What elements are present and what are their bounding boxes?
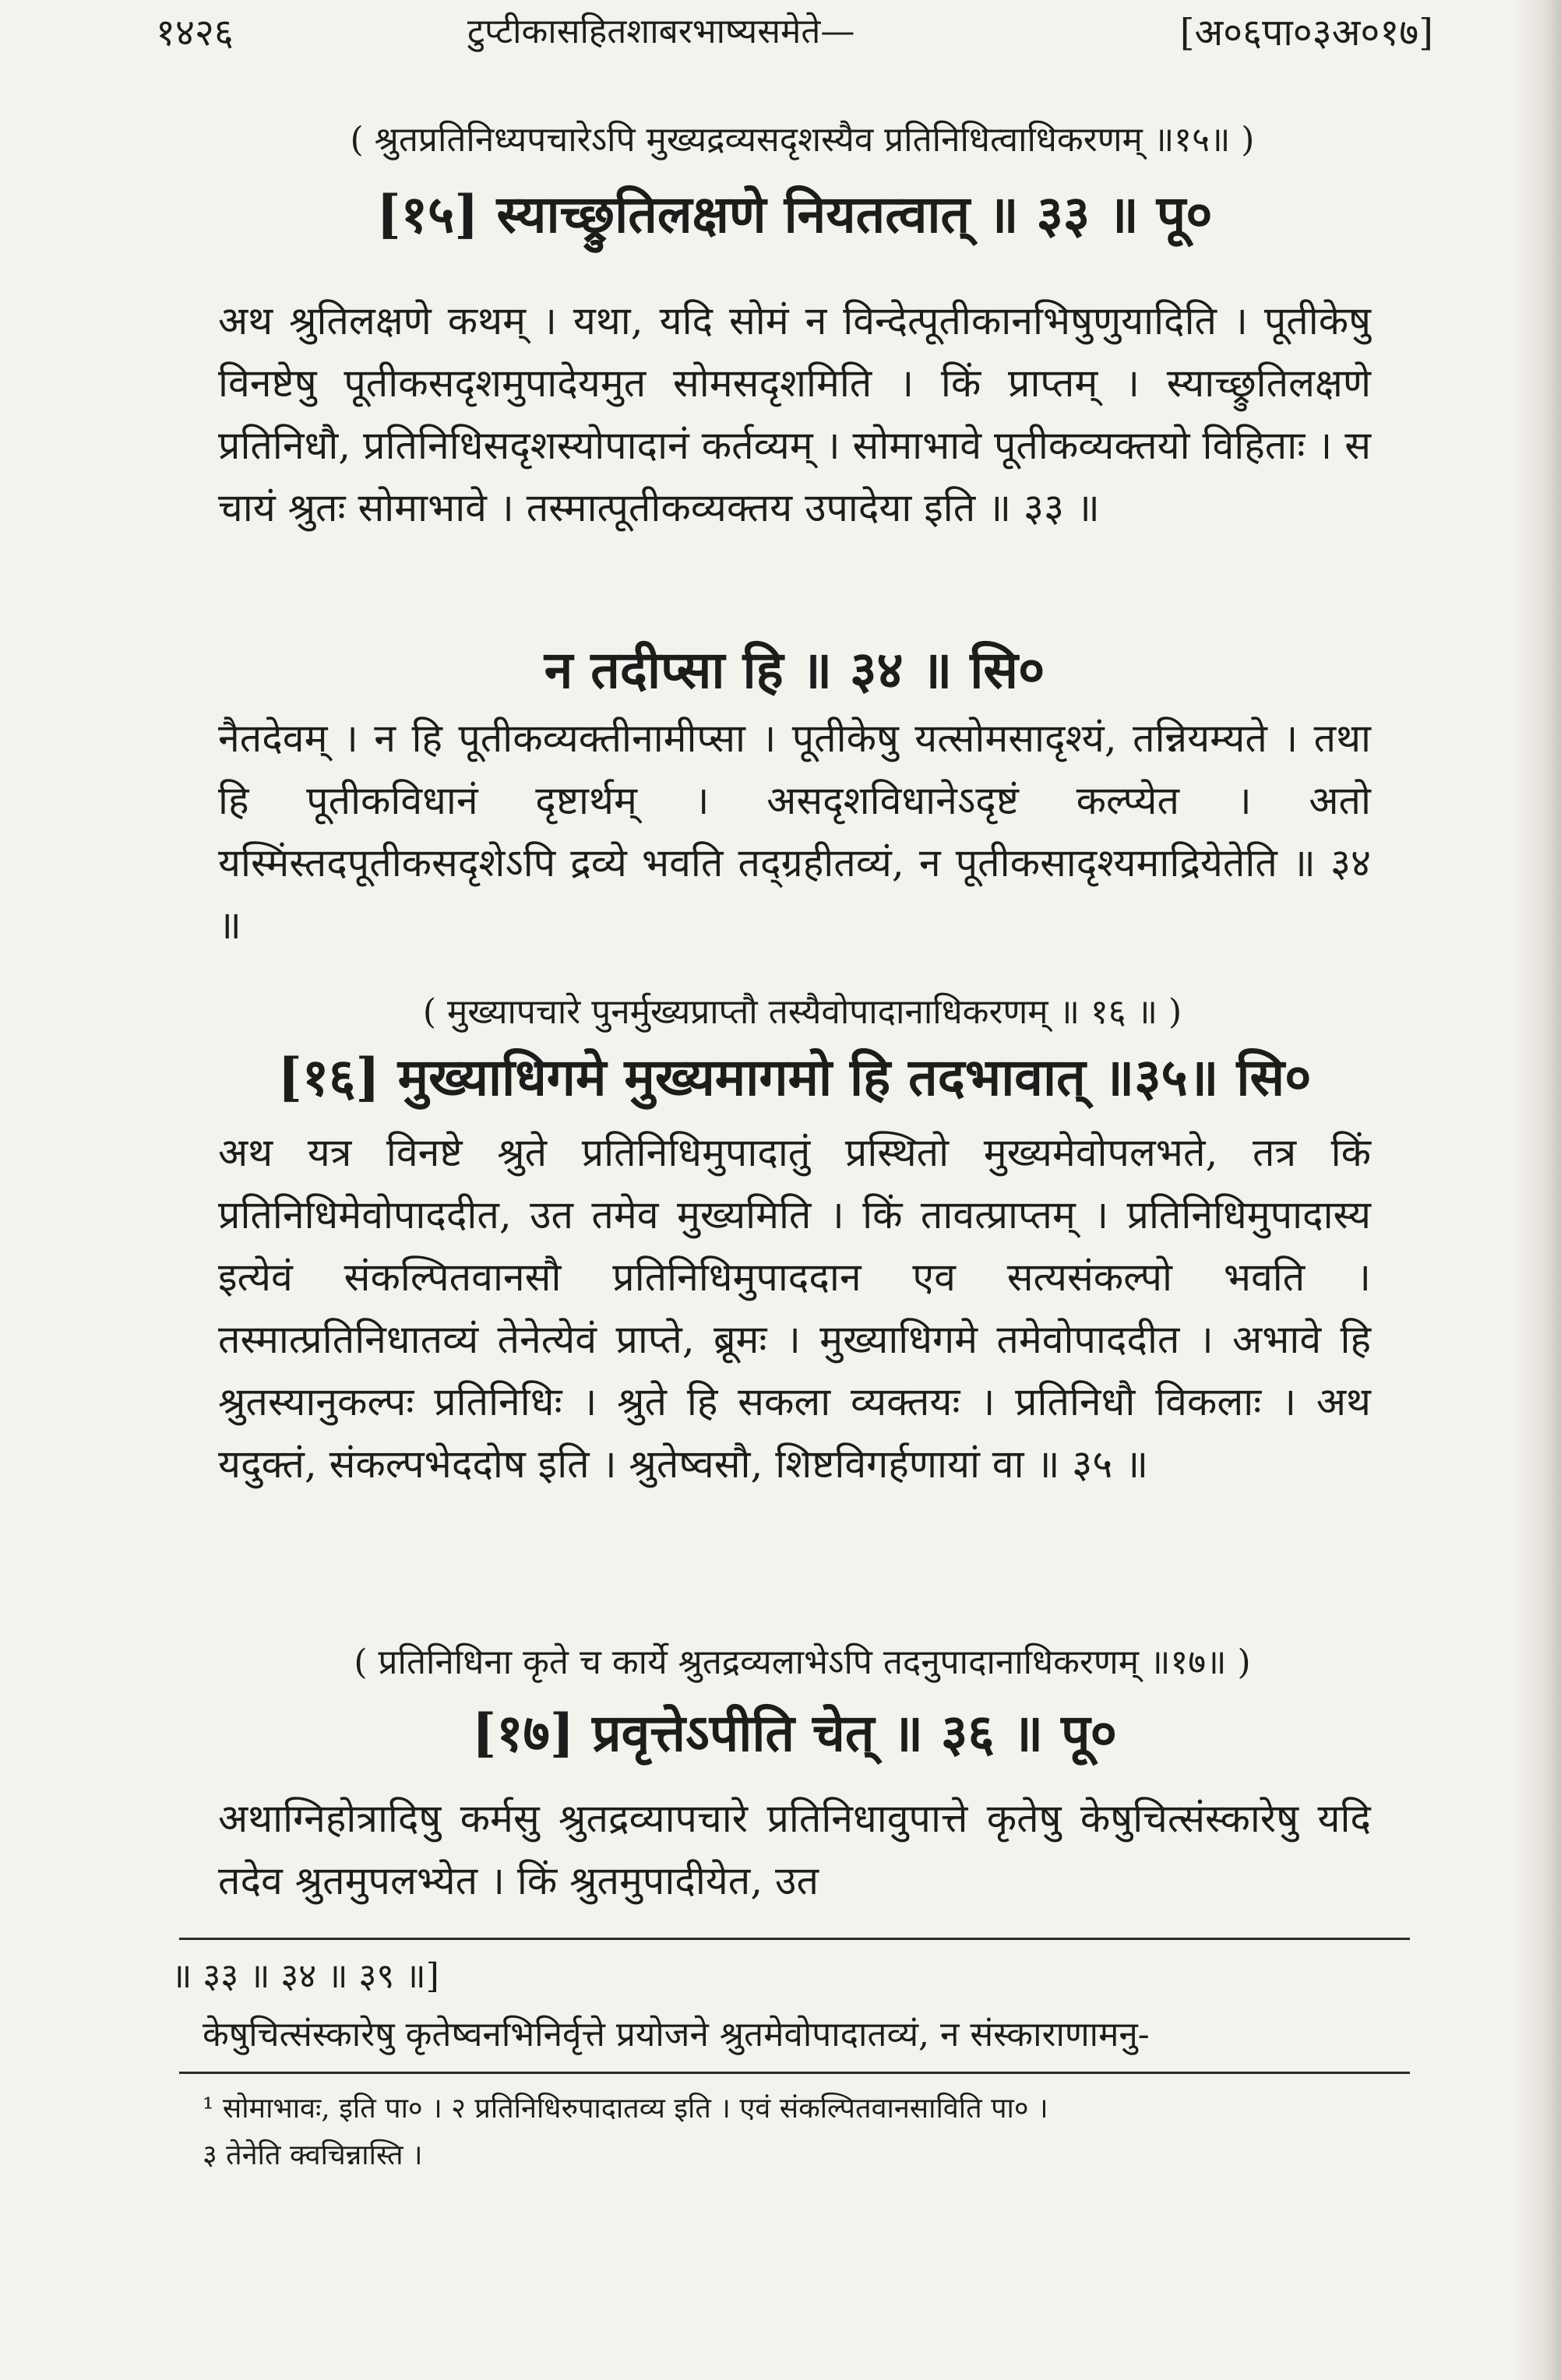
running-title: टुप्टीकासहितशाबरभाष्यसमेते— [467, 12, 855, 51]
footnote-line: ¹ सोमाभावः, इति पा० । २ प्रतिनिधिरुपादातव्य इति । एवं संकल्पितवानसाविति पा० । [203, 2093, 1048, 2125]
adhikarana-heading: ( प्रतिनिधिना कृते च कार्ये श्रुतद्रव्यलाभेऽपि तदनुपादानाधिकरणम् ॥१७॥ ) [354, 1642, 1251, 1682]
bhashya-paragraph: नैतदेवम् । न हि पूतीकव्यक्तीनामीप्सा । पूतीकेषु यत्सोमसादृश्यं, तन्नियम्यते । तथा हि पूतीकविधानं दृष्टार्थम् । असदृशविधानेऽदृष्टं कल्प्येत । अतो यस्मिंस्तदपूतीकसदृशेऽपि द्रव्ये भवति तद्ग्रहीतव्यं, न पूतीकसादृश्यमाद्रियेतेति ॥ ३४ ॥ [218, 716, 1371, 948]
sutra-heading: [१७] प्रवृत्तेऽपीति चेत् ॥ ३६ ॥ पू० [472, 1702, 1117, 1763]
continuation-text: केषुचित्संस्कारेषु कृतेष्वनभिनिर्वृत्ते प्रयोजने श्रुतमेवोपादातव्यं, न संस्काराणामनु- [203, 2015, 1150, 2054]
scan-edge-shadow [1514, 0, 1561, 2380]
sutra-heading: न तदीप्सा हि ॥ ३४ ॥ सि० [544, 639, 1045, 700]
chapter-reference: [अ०६पा०३अ०१७] [1179, 11, 1433, 55]
footnote-line: ३ तेनेति क्वचिन्नास्ति । [203, 2139, 423, 2171]
separator-rule [179, 1938, 1410, 1940]
sutra-heading: [१५] स्याच्छ्रुतिलक्षणे नियतत्वात् ॥ ३३ ॥ पू० [376, 184, 1213, 245]
sutra-heading: [१६] मुख्याधिगमे मुख्यमागमो हि तदभावात् ॥३५॥ सि० [277, 1047, 1312, 1107]
page-header [156, 6, 1433, 69]
adhikarana-heading: ( मुख्यापचारे पुनर्मुख्यप्राप्तौ तस्यैवोपादानाधिकरणम् ॥ १६ ॥ ) [422, 992, 1182, 1032]
bhashya-paragraph: अथाग्निहोत्रादिषु कर्मसु श्रुतद्रव्यापचारे प्रतिनिधावुपात्ते कृतेषु केषुचित्संस्कारेषु यदि तदेव श्रुतमुपलभ्येत । किं श्रुतमुपादीयेत, उत [218, 1796, 1371, 1903]
footnote-rule [179, 2072, 1410, 2074]
bhashya-paragraph: अथ श्रुतिलक्षणे कथम् । यथा, यदि सोमं न विन्देत्पूतीकानभिषुणुयादिति । पूतीकेषु विनष्टेषु पूतीकसदृशमुपादेयमुत सोमसदृशमिति । किं प्राप्तम् । स्याच्छ्रुतिलक्षणे प्रतिनिधौ, प्रतिनिधिसदृशस्योपादानं कर्तव्यम् । सोमाभावे पूतीकव्यक्तयो विहिताः । स चायं श्रुतः सोमाभावे । तस्मात्पूतीकव्यक्तय उपादेया इति ॥ ३३ ॥ [218, 298, 1371, 530]
bhashya-paragraph: अथ यत्र विनष्टे श्रुते प्रतिनिधिमुपादातुं प्रस्थितो मुख्यमेवोपलभते, तत्र किं प्रतिनिधिमेवोपाददीत, उत तमेव मुख्यमिति । किं तावत्प्राप्तम् । प्रतिनिधिमुपादास्य इत्येवं संकल्पितवानसौ प्रतिनिधिमुपाददान एव सत्यसंकल्पो भवति । तस्मात्प्रतिनिधातव्यं तेनेत्येवं प्राप्ते, ब्रूमः । मुख्याधिगमे तमेवोपाददीत । अभावे हि श्रुतस्यानुकल्पः प्रतिनिधिः । श्रुते हि सकला व्यक्तयः । प्रतिनिधौ विकलाः । अथ यदुक्तं, संकल्पभेददोष इति । श्रुतेष्वसौ, शिष्टविगर्हणायां वा ॥ ३५ ॥ [218, 1130, 1371, 1487]
sutra-reference-list: ॥ ३३ ॥ ३४ ॥ ३९ ॥] [171, 1956, 439, 1996]
adhikarana-heading: ( श्रुतप्रतिनिध्यपचारेऽपि मुख्यद्रव्यसदृशस्यैव प्रतिनिधित्वाधिकरणम् ॥१५॥ ) [350, 120, 1255, 160]
page-number: १४२६ [156, 11, 234, 55]
